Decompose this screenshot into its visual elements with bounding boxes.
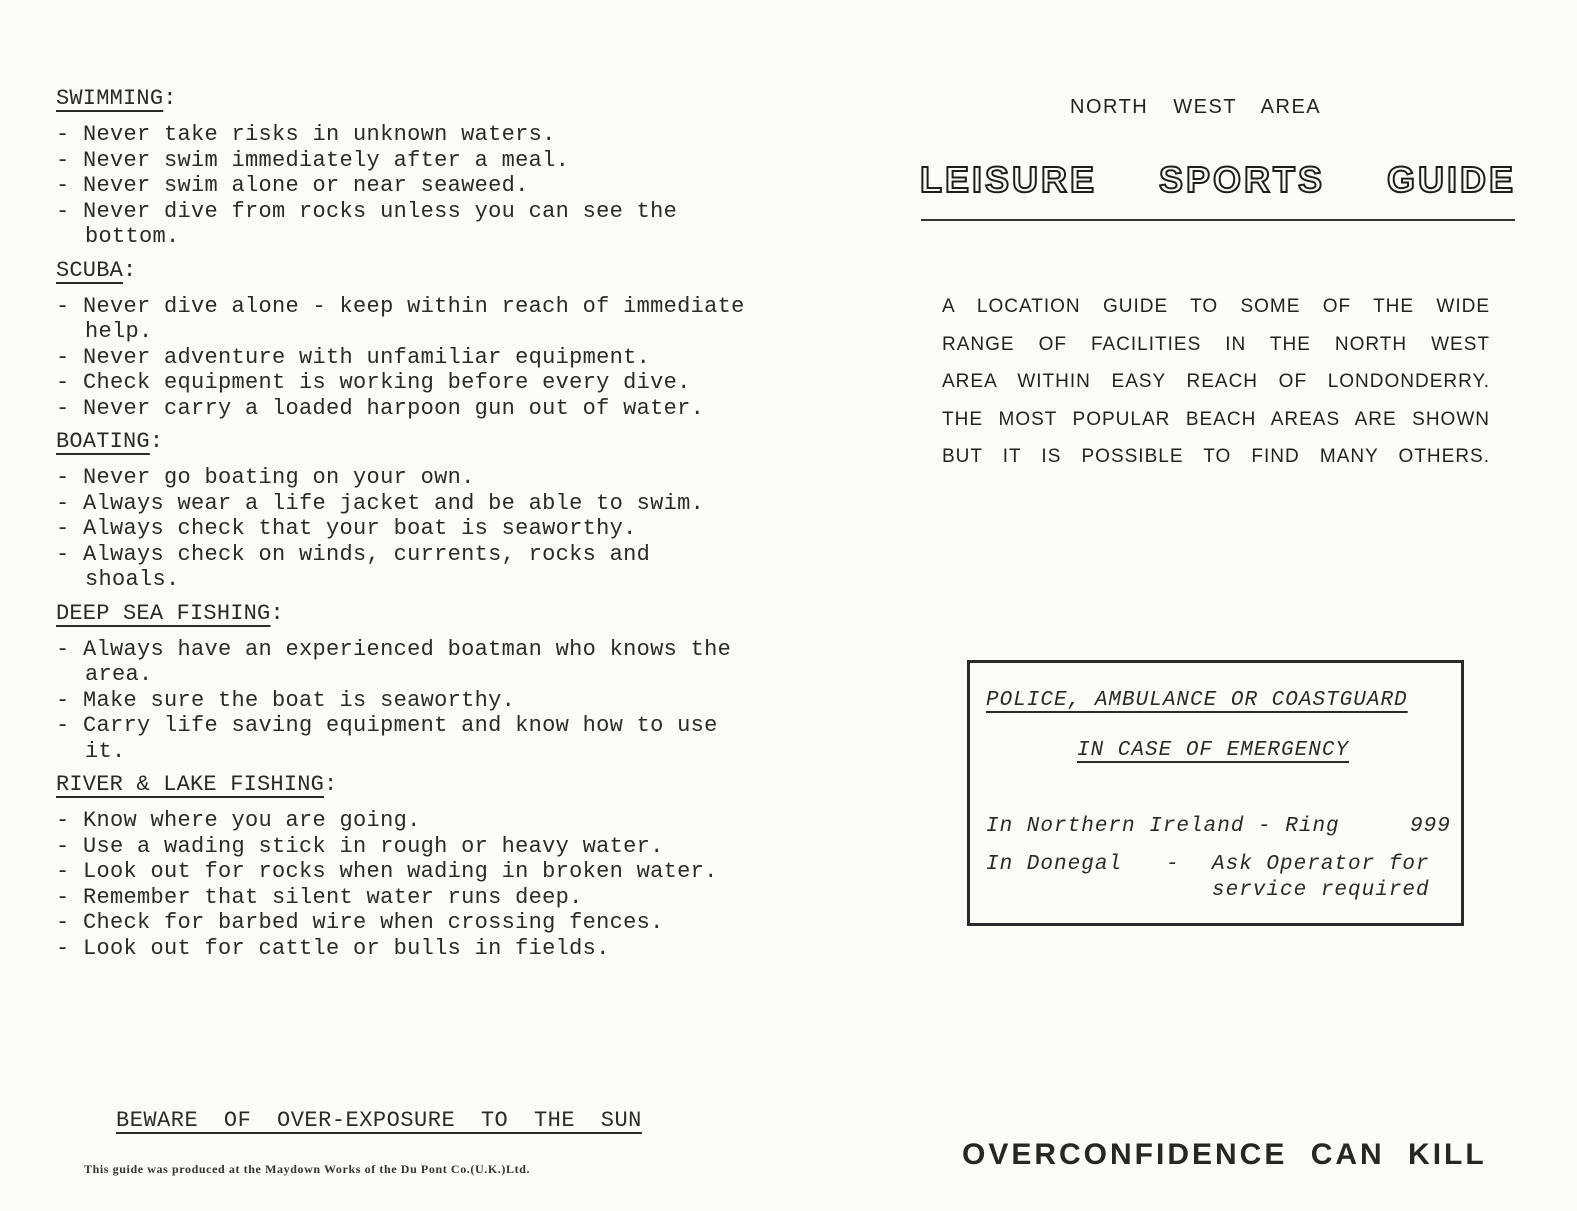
rule-item: - Use a wading stick in rough or heavy water. [56,834,756,860]
rule-item: - Never carry a loaded harpoon gun out of water. [56,396,756,422]
section-heading: SCUBA: [56,257,137,283]
rule-item: - Always check on winds, currents, rocks and shoals. [56,542,756,593]
rule-list [56,122,756,250]
safety-rules-column [56,84,756,967]
rule-item: - Never adventure with unfamiliar equipment. [56,345,756,371]
section-heading: SWIMMING: [56,86,177,111]
section-heading-text: SCUBA [56,257,124,283]
rule-item: - Look out for rocks when wading in broken water. [56,859,756,885]
section-heading-text: BOATING [56,429,150,454]
intro-line: A LOCATION GUIDE TO SOME OF THE WIDE [942,296,1490,317]
ni-instruction: In Northern Ireland - Ring [986,815,1340,838]
intro-paragraph [942,288,1490,476]
intro-line: BUT IT IS POSSIBLE TO FIND MANY OTHERS. [942,446,1490,467]
donegal-label: In Donegal [986,853,1123,876]
rule-item: - Never go boating on your own. [56,465,756,491]
emergency-services: POLICE, AMBULANCE OR COASTGUARD [986,689,1408,712]
donegal-dash: - [1166,853,1180,876]
intro-line: THE MOST POPULAR BEACH AREAS ARE SHOWN [942,408,1490,430]
rule-item: - Always check that your boat is seaworthy. [56,516,756,542]
section-scuba [56,256,756,422]
rule-item: - Always have an experienced boatman who knows the area. [56,637,756,688]
rule-item: - Know where you are going. [56,808,756,834]
intro-line: AREA WITHIN EASY REACH OF LONDONDERRY. [942,371,1490,392]
rule-list [56,294,756,422]
rule-item: - Never dive alone - keep within reach of immediate help. [56,294,756,345]
rule-item: - Always wear a life jacket and be able to swim. [56,491,756,517]
producer-note: This guide was produced at the Maydown Works of the Du Pont Co.(U.K.)Ltd. [84,1162,531,1176]
slogan: OVERCONFIDENCE CAN KILL [962,1138,1487,1171]
emergency-box [967,660,1464,926]
section-boating [56,427,756,593]
rule-item: - Check equipment is working before every dive. [56,370,756,396]
ni-number: 999 [1410,815,1451,838]
section-heading: DEEP SEA FISHING: [56,600,284,626]
emergency-heading: IN CASE OF EMERGENCY [1077,739,1350,762]
section-swimming [56,84,756,250]
rule-item: - Look out for cattle or bulls in fields. [56,936,756,962]
rule-item: - Carry life saving equipment and know how to use it. [56,713,756,764]
title-divider [921,219,1515,221]
intro-line: RANGE OF FACILITIES IN THE NORTH WEST [942,333,1490,355]
rule-item: - Remember that silent water runs deep. [56,885,756,911]
section-heading-text: RIVER & LAKE FISHING [56,772,325,797]
rule-item: - Never swim alone or near seaweed. [56,173,756,199]
donegal-instruction-1: Ask Operator for [1212,853,1430,876]
donegal-instruction-2: service required [1212,879,1430,902]
section-heading: BOATING: [56,429,164,454]
rule-item: - Make sure the boat is seaworthy. [56,688,756,714]
area-label: NORTH WEST AREA [1070,96,1322,118]
section-river-lake-fishing [56,770,756,961]
section-deep-sea-fishing [56,599,756,765]
section-heading: RIVER & LAKE FISHING: [56,772,338,797]
rule-item: - Never dive from rocks unless you can see the bottom. [56,199,756,250]
section-heading-text: SWIMMING [56,86,164,111]
rule-item: - Never take risks in unknown waters. [56,122,756,148]
rule-item: - Check for barbed wire when crossing fences. [56,910,756,936]
guide-title: LEISURE SPORTS GUIDE [920,159,1516,200]
sun-warning: BEWARE OF OVER-EXPOSURE TO THE SUN [116,1108,642,1133]
section-heading-text: DEEP SEA FISHING [56,600,271,626]
rule-item: - Never swim immediately after a meal. [56,148,756,174]
rule-list [56,808,756,961]
rule-list [56,637,756,765]
rule-list [56,465,756,593]
